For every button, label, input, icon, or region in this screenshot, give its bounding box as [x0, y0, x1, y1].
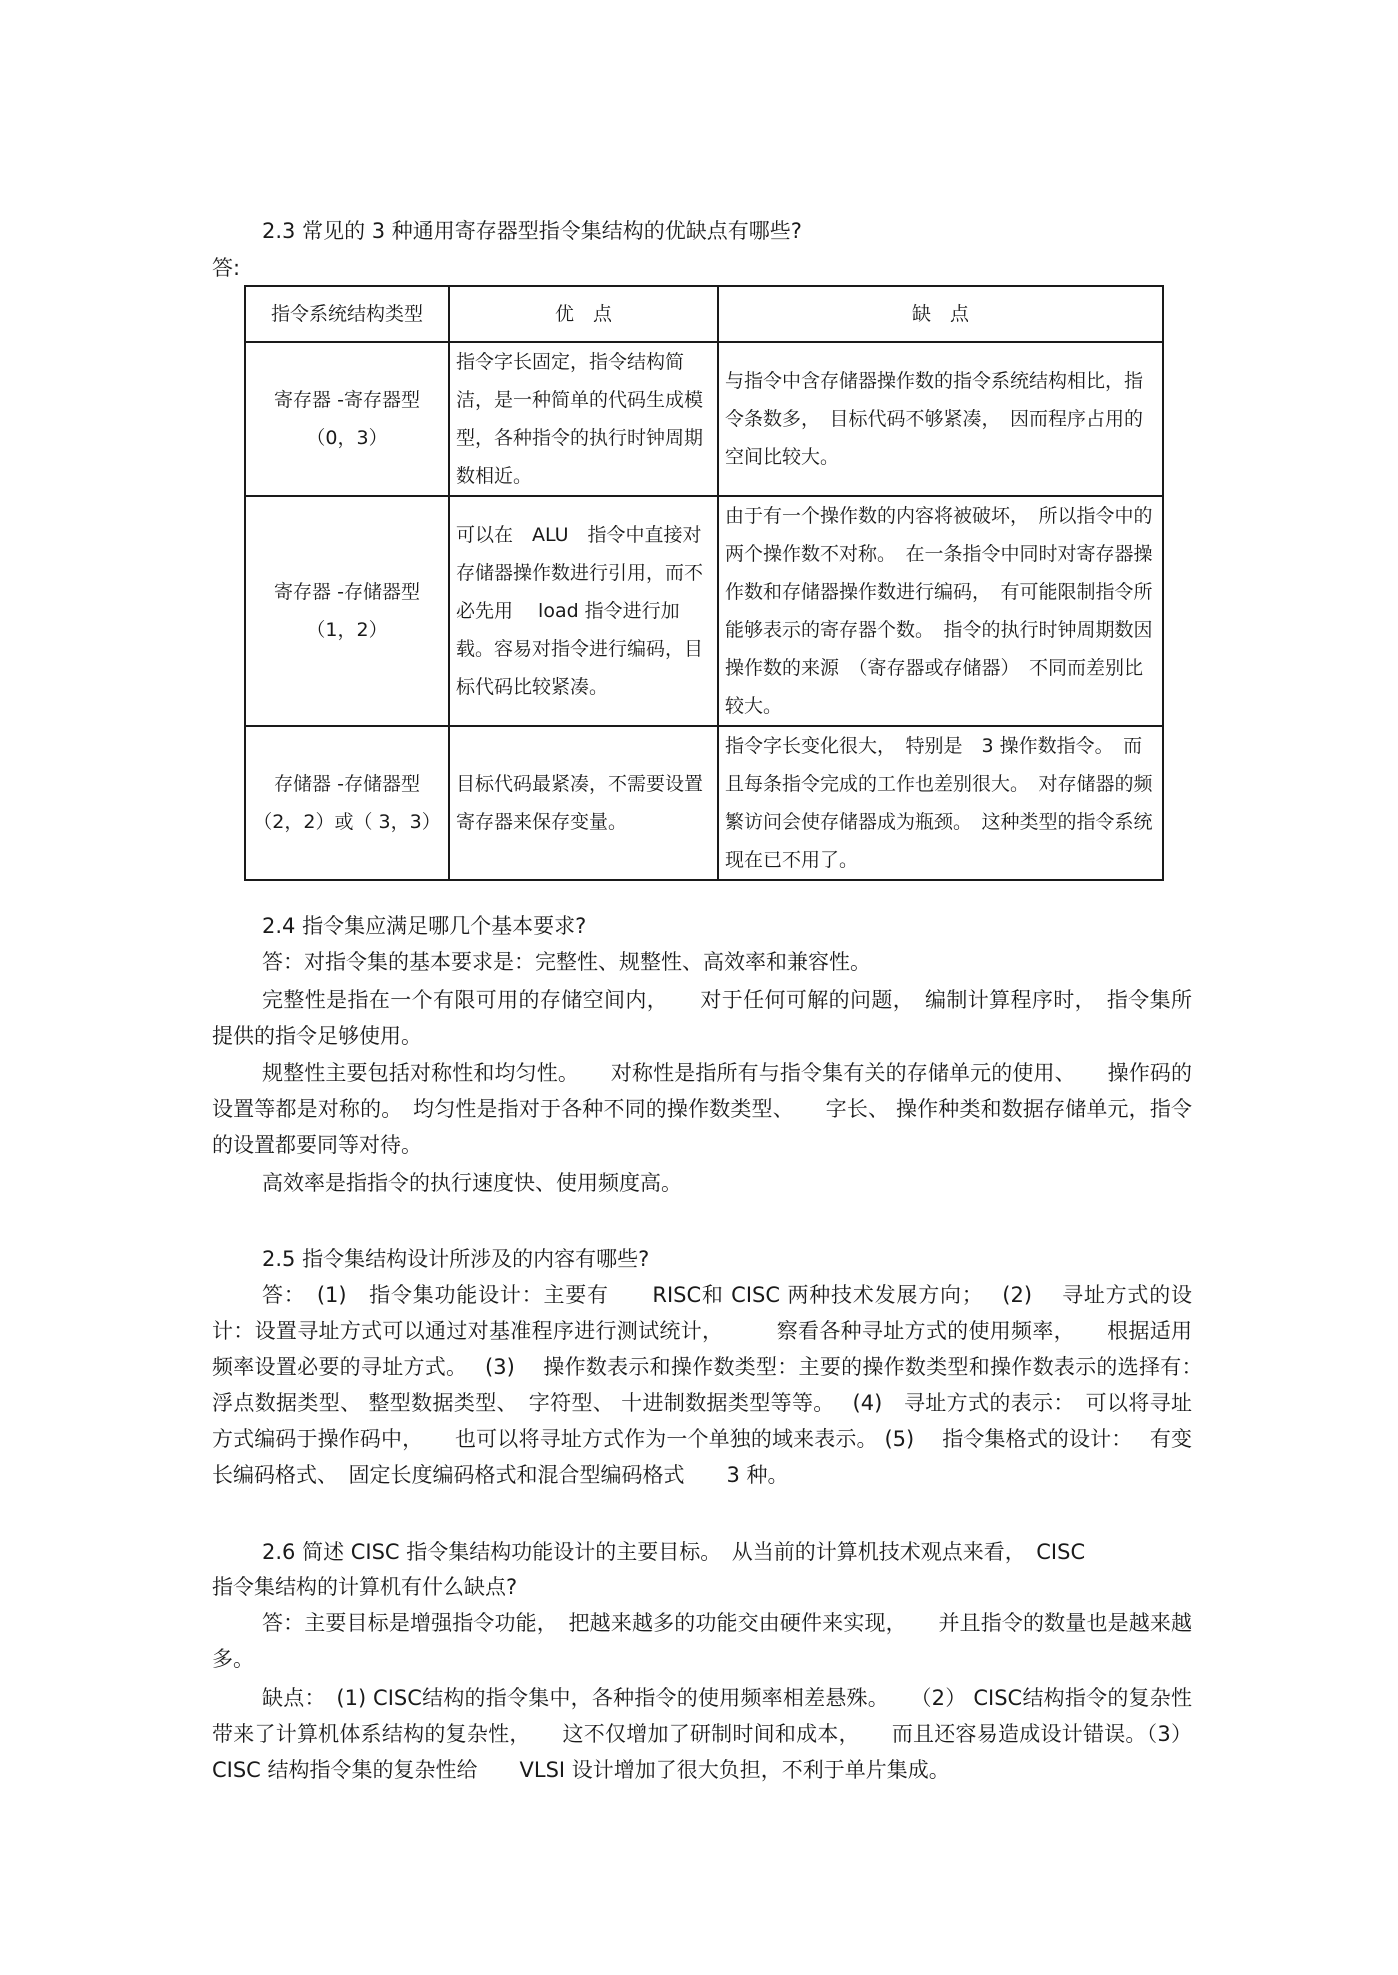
answer-paragraph: 答：对指令集的基本要求是：完整性、规整性、高效率和兼容性。: [262, 950, 871, 974]
efficiency-paragraph: 高效率是指指令的执行速度快、使用频度高。: [262, 1171, 682, 1195]
table-row: [245, 342, 1163, 496]
question-2-6-title-line2: 指令集结构的计算机有什么缺点?: [212, 1575, 518, 1599]
disadvantages-paragraph: 缺点： (1) CISC结构的指令集中，各种指令的使用频率相差悬殊。 （2） CISC结构指令的复杂性带来了计算机体系结构的复杂性， 这不仅增加了研制时间和成本， 而且还容易造成设计错误。（3） CISC 结构指令集的复杂性给 VLSI 设计增加了很大负担，不利于单片集成。: [212, 1686, 1192, 1782]
question-2-6-title-line1: 2.6 简述 CISC 指令集结构功能设计的主要目标。 从当前的计算机技术观点来看， CISC: [262, 1540, 1086, 1564]
advantages-cell: 可以在 ALU 指令中直接对存储器操作数进行引用，而不必先用 load 指令进行加载。容易对指令进行编码，目标代码比较紧凑。: [449, 496, 718, 726]
row-type-cell: [245, 342, 449, 496]
type-operands: （2，2）或（ 3，3）: [253, 811, 441, 833]
row-type-cell: [245, 726, 449, 880]
answer-paragraph: 答： (1) 指令集功能设计：主要有 RISC和 CISC 两种技术发展方向； (2) 寻址方式的设计：设置寻址方式可以通过对基准程序进行测试统计， 察看各种寻址方式的使用频率， 根据适用频率设置必要的寻址方式。 (3) 操作数表示和操作数类型：主要的操作数类型和操作数表示的选择有： 浮点数据类型、 整型数据类型、 字符型、 十进制数据类型等等。 (4) 寻址方式的表示： 可以将寻址方式编码于操作码中， 也可以将寻址方式作为一个单独的域来表示。 (5) 指令集格式的设计： 有变长编码格式、 固定长度编码格式和混合型编码格式 3 种。: [212, 1283, 1213, 1487]
advantages-cell: 目标代码最紧凑，不需要设置寄存器来保存变量。: [449, 726, 718, 880]
answer-label: 答:: [212, 256, 241, 280]
disadvantages-cell: 与指令中含存储器操作数的指令系统结构相比，指令条数多， 目标代码不够紧凑， 因而程序占用的空间比较大。: [718, 342, 1163, 496]
type-operands: （0，3）: [306, 427, 388, 449]
header-advantages: 优 点: [449, 286, 718, 342]
header-type: 指令系统结构类型: [245, 286, 449, 342]
advantages-cell: 指令字长固定，指令结构简洁，是一种简单的代码生成模型，各种指令的执行时钟周期数相近。: [449, 342, 718, 496]
question-2-3-title: 2.3 常见的 3 种通用寄存器型指令集结构的优缺点有哪些?: [262, 219, 802, 243]
type-name: 寄存器 -寄存器型: [274, 389, 420, 411]
disadvantages-cell: 由于有一个操作数的内容将被破坏， 所以指令中的两个操作数不对称。 在一条指令中同时对寄存器操作数和存储器操作数进行编码， 有可能限制指令所能够表示的寄存器个数。 指令的执行时钟周期数因操作数的来源 （寄存器或存储器） 不同而差别比较大。: [718, 496, 1163, 726]
table-row: [245, 496, 1163, 726]
row-type-cell: [245, 496, 449, 726]
question-2-4-title: 2.4 指令集应满足哪几个基本要求?: [262, 914, 587, 938]
type-name: 寄存器 -存储器型: [274, 581, 420, 603]
table-row: [245, 726, 1163, 880]
table-header-row: [245, 286, 1163, 342]
comparison-table: [244, 285, 1164, 881]
header-disadvantages: 缺 点: [718, 286, 1163, 342]
disadvantages-cell: 指令字长变化很大， 特别是 3 操作数指令。 而且每条指令完成的工作也差别很大。 对存储器的频繁访问会使存储器成为瓶颈。 这种类型的指令系统现在已不用了。: [718, 726, 1163, 880]
answer-paragraph: 答：主要目标是增强指令功能， 把越来越多的功能交由硬件来实现， 并且指令的数量也是越来越多。: [212, 1611, 1192, 1671]
regularity-paragraph: 规整性主要包括对称性和均匀性。 对称性是指所有与指令集有关的存储单元的使用、 操作码的设置等都是对称的。 均匀性是指对于各种不同的操作数类型、 字长、 操作种类和数据存储单元，指令的设置都要同等对待。: [212, 1061, 1192, 1157]
type-name: 存储器 -存储器型: [274, 773, 420, 795]
completeness-paragraph: 完整性是指在一个有限可用的存储空间内， 对于任何可解的问题， 编制计算程序时， 指令集所提供的指令足够使用。: [212, 988, 1192, 1048]
question-2-5-title: 2.5 指令集结构设计所涉及的内容有哪些?: [262, 1247, 650, 1271]
type-operands: （1，2）: [306, 619, 388, 641]
